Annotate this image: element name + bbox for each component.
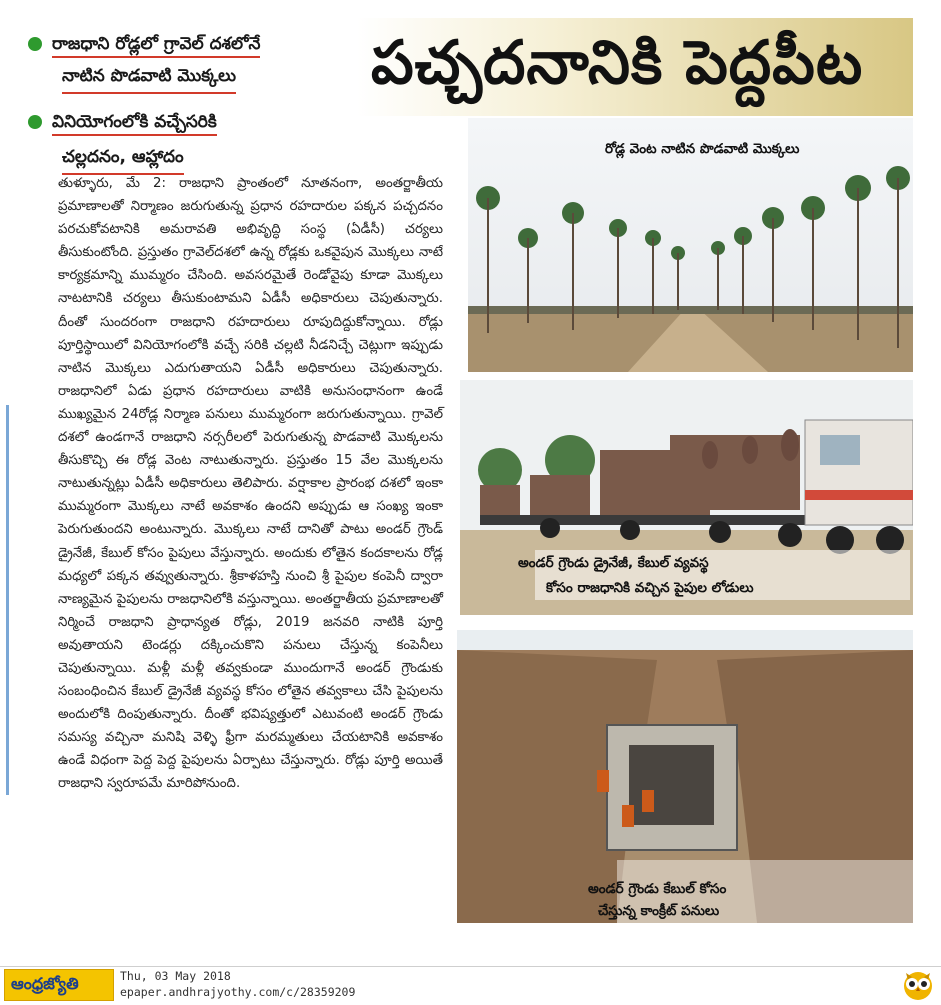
photo-2-caption-line1: అండర్ గ్రౌండు డ్రైనేజీ, కేబుల్ వ్యవస్థ (518, 555, 709, 571)
article-body (58, 172, 443, 796)
highlight-2-line2: చల్లదనం, ఆహ్లాదం (62, 147, 184, 175)
highlight-2-line1: వినియోగంలోకి వచ్చేసరికి (52, 112, 217, 136)
footer-url[interactable]: epaper.andhrajyothy.com/c/28359209 (120, 985, 356, 999)
photo-trench (457, 630, 913, 923)
logo-text: ఆంధ్రజ్యోతి (11, 974, 79, 993)
highlight-1-line2: నాటిన పొడవాటి మొక్కలు (62, 66, 236, 94)
article-text: తుళ్ళూరు, మే 2: రాజధాని ప్రాంతంలో నూతనంగా, అంతర్జాతీయ ప్రమాణాలతో నిర్మాణం జరుగుతున్న ప్రధాన రహదారుల పక్కన పచ్చదనం పరచుకోవటానికి అమరావతి అభివృద్ధి సంస్థ (ఏడీసీ) చర్యలు తీసుకుంటోంది. ప్రస్తుతం గ్రావెల్‌దశలో ఉన్న రోడ్లకు ఒకవైపున మొక్కలు నాటే కార్యక్రమాన్ని ముమ్మరం చేసింది. అవసరమైతే రెండోవైపు కూడా మొక్కలు నాటటానికి చర్యలు తీసుకుంటామని ఏడీసీ అధికారులు చెపుతున్నారు. దీంతో సుందరంగా రాజధాని రహదారులు రూపుదిద్దుకోన్నాయి. రోడ్లు పూర్తిస్థాయిలో వినియోగంలోకి వచ్చే సరికి చల్లటి నీడనిచ్చే చెట్లుగా ఇప్పుడు నాటిన మొక్కలు ఎదుగుతాయని ఏడీసీ అధికారులు చెపుతున్నారు. రాజధానిలో ఏడు ప్రధాన రహదారులు వాటికి అనుసంధానంగా ఉండే ముఖ్యమైన 24రోడ్ల నిర్మాణ పనులు ముమ్మరంగా జరుగుతున్నాయి. గ్రావెల్ దశలో ఉండగానే రాజధాని నర్సరీలలో పెరుగుతున్న పొడవాటి మొక్కలను తీసుకొచ్చి ఈ రోడ్ల వెంట నాటుతున్నారు. ప్రస్తుతం 15 వేల మొక్కలను నాటుతున్నట్లు ఏడీసీ అధికారులు తెలిపారు. వర్షాకాల ప్రారంభ దశలో ఇంకా ముమ్మరంగా మొక్కలు నాటే అవకాశం ఉందని అప్పుడు ఆ సంఖ్య ఇంకా పెరుగుతుందని అంటున్నారు. మొక్కలు నాటే దానితో పాటు అండర్ గ్రౌండ్ డ్రైనేజీ, కేబుల్ కోసం పైపులు వేస్తున్నారు. అందుకు లోతైన కందకాలను రోడ్ల మధ్యలో పక్కన తవ్వుతున్నారు. శ్రీకాళహస్తి నుంచి శ్రీ పైపుల కంపెనీ ద్వారా నాణ్యమైన పైపులను రాజధానిలోకి వస్తున్నాయి. అంతర్జాతీయ ప్రమాణాలతో నిర్మించే రాజధాని ప్రాధాన్యత రోడ్లు, 2019 జనవరి నాటికి పూర్తి అవుతాయని టెండర్లు దక్కించుకొని పనులు చేస్తున్న కంపెనీలు చెపుతున్నాయి. మళ్లీ మళ్లీ తవ్వకుండా ముందుగానే అండర్ గ్రౌండుకు సంబంధించిన కేబుల్ డ్రైనేజీ వ్యవస్థ కోసం లోతైన తవ్వకాలు చేసి పైపులను అందులోకి దింపుతున్నారు. దీంతో భవిష్యత్తులో ఎటువంటి అండర్ గ్రౌండు సమస్య వచ్చినా మనిషి వెళ్ళి ఫ్రీగా మరమ్మతులు చేయటానికి అవకాశం ఉండే విధంగా పెద్ద పెద్ద పైపులను ఏర్పాటు చేస్తున్నారు. రోడ్లు పూర్తి అయితే రాజధాని స్వరూపమే మారిపోనుంది. (58, 176, 443, 792)
column-rule (6, 405, 9, 795)
footer-divider (0, 966, 941, 967)
footer-date: Thu, 03 May 2018 (120, 969, 231, 983)
bullet-icon (28, 37, 42, 51)
bullet-icon (28, 115, 42, 129)
highlight-2 (28, 112, 217, 136)
photo-2-caption-line2: కోసం రాజధానికి వచ్చిన పైపుల లోడులు (546, 580, 754, 596)
owl-icon (900, 967, 936, 1001)
andhrajyothy-logo[interactable] (4, 969, 114, 1001)
headline-banner (357, 18, 913, 116)
photo-3-caption-line1: అండర్ గ్రౌండు కేబుల్ కోసం (588, 881, 727, 897)
highlight-1-line1: రాజధాని రోడ్లలో గ్రావెల్ దశలోనే (52, 34, 260, 58)
highlight-1 (28, 34, 260, 58)
headline: పచ్చదనానికి పెద్దపీట (371, 28, 864, 98)
photo-3-caption-line2: చేస్తున్న కాంక్రీట్ పనులు (598, 903, 720, 919)
photo-1-caption: రోడ్ల వెంట నాటిన పొడవాటి మొక్కలు (605, 141, 800, 157)
